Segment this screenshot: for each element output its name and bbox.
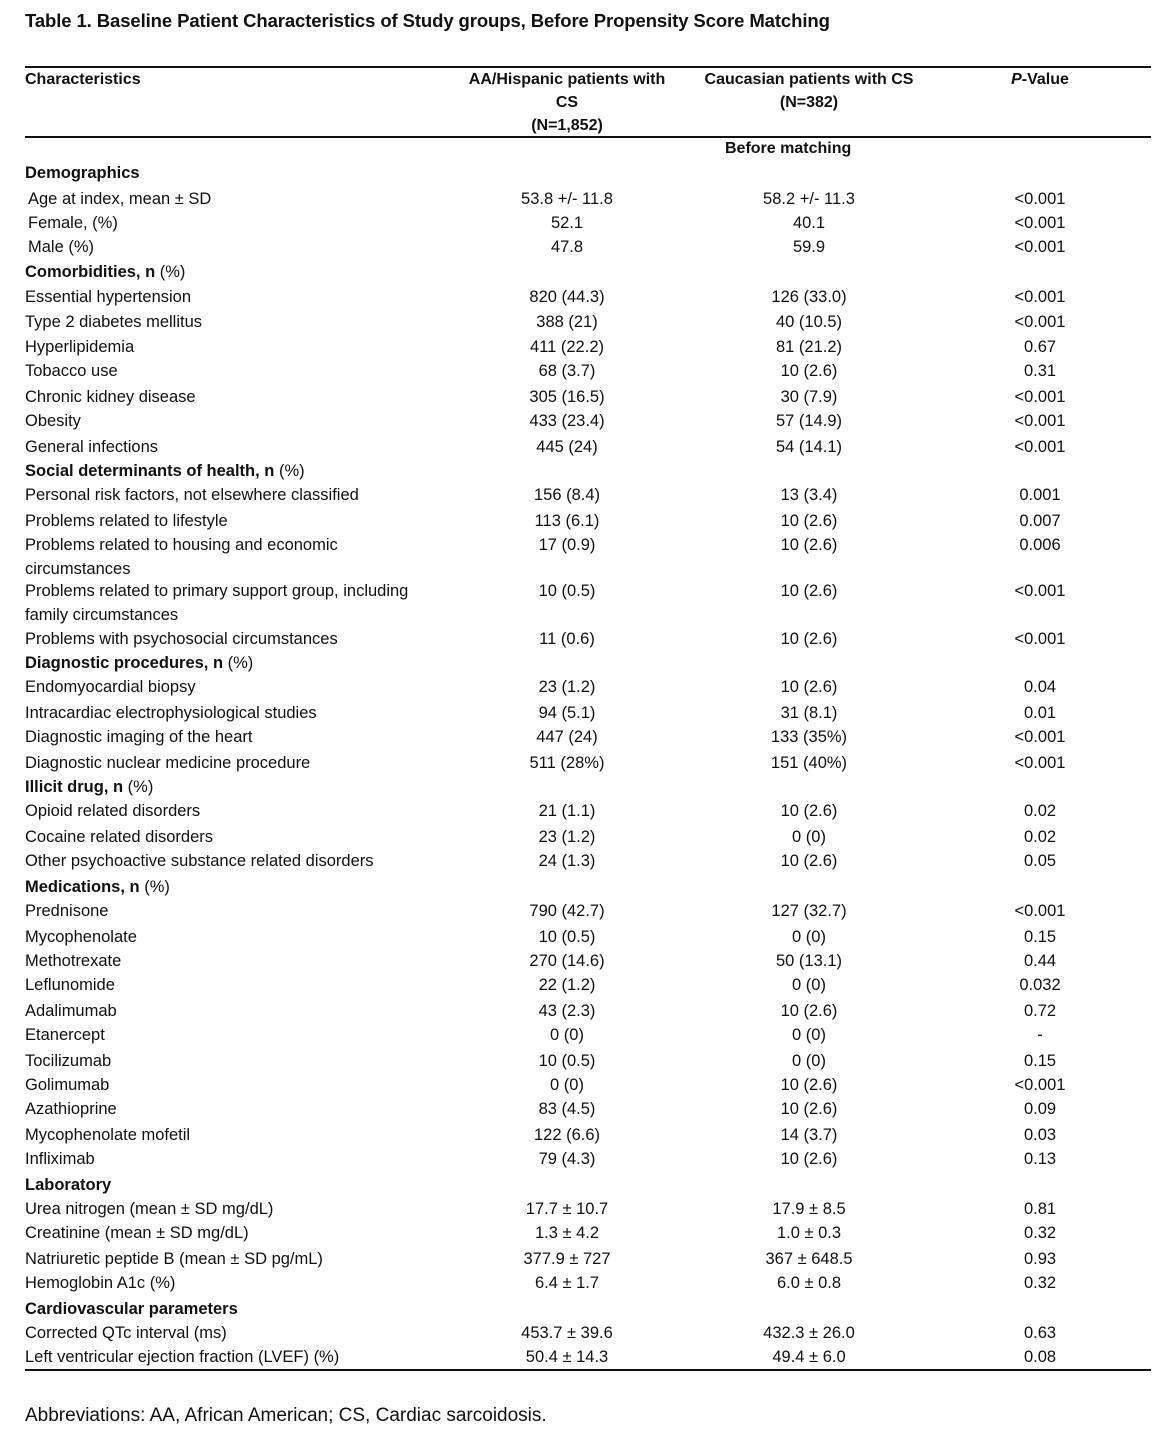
cell-caucasian: 10 (2.6) <box>780 512 838 530</box>
cell-p-value: 0.02 <box>1023 802 1057 820</box>
cell-aa-hispanic: 79 (4.3) <box>538 1150 596 1168</box>
section-header-row <box>25 651 1151 675</box>
cell-caucasian: 127 (32.7) <box>771 902 847 920</box>
cell-aa-hispanic: 6.4 ± 1.7 <box>534 1274 600 1292</box>
section-header-row <box>25 875 1151 899</box>
cell-p-value: <0.001 <box>1014 728 1066 746</box>
cell-p-value: <0.001 <box>1014 288 1066 306</box>
row-label: Problems related to housing and economic circumstances <box>25 536 338 578</box>
cell-p-value: <0.001 <box>1014 1076 1066 1094</box>
table-row <box>25 235 1151 259</box>
section-label-suffix: (%) <box>155 263 186 281</box>
footnote-abbreviations: Abbreviations: AA, African American; CS, Cardiac sarcoidosis. <box>25 1405 547 1426</box>
cell-aa-hispanic: 113 (6.1) <box>534 512 600 530</box>
header-p-italic: P <box>1011 71 1022 88</box>
cell-p-value: - <box>1037 1026 1043 1044</box>
table-row <box>25 675 1151 699</box>
header-aa-line2: CS <box>555 94 579 111</box>
table-row <box>25 725 1151 749</box>
header-cau-line2: (N=382) <box>779 94 839 111</box>
cell-p-value: 0.44 <box>1023 952 1057 970</box>
row-label: Male (%) <box>28 238 95 256</box>
section-label-bold: Illicit drug, n <box>25 778 124 796</box>
cell-aa-hispanic: 270 (14.6) <box>529 952 605 970</box>
row-label: Type 2 diabetes mellitus <box>25 313 203 331</box>
header-aa-line3: (N=1,852) <box>531 117 603 134</box>
cell-aa-hispanic: 11 (0.6) <box>539 630 595 648</box>
cell-aa-hispanic: 53.8 +/- 11.8 <box>521 190 613 208</box>
section-label-suffix: (%) <box>274 462 305 480</box>
row-label: Cocaine related disorders <box>25 828 214 846</box>
table-row <box>25 533 1151 581</box>
row-label: Personal risk factors, not elsewhere classified <box>25 486 359 504</box>
row-label: Age at index, mean ± SD <box>28 190 212 208</box>
cell-p-value: 0.81 <box>1023 1200 1057 1218</box>
cell-caucasian: 10 (2.6) <box>780 1076 838 1094</box>
cell-p-value: 0.04 <box>1023 678 1057 696</box>
cell-caucasian: 10 (2.6) <box>780 678 838 696</box>
table-row <box>25 1321 1151 1345</box>
table-row <box>25 825 1151 849</box>
table-row <box>25 579 1151 627</box>
subheader-before-matching: Before matching <box>725 140 852 157</box>
cell-caucasian: 40 (10.5) <box>775 313 843 331</box>
row-label: Problems related to primary support group, including family circumstances <box>25 582 409 624</box>
cell-aa-hispanic: 68 (3.7) <box>538 362 596 380</box>
table-row <box>25 1247 1151 1271</box>
cell-caucasian: 0 (0) <box>792 1026 826 1044</box>
cell-p-value: <0.001 <box>1014 313 1066 331</box>
section-header-row <box>25 161 1151 185</box>
cell-aa-hispanic: 0 (0) <box>550 1076 584 1094</box>
cell-caucasian: 10 (2.6) <box>780 1150 838 1168</box>
table-row <box>25 925 1151 949</box>
cell-p-value: 0.03 <box>1023 1126 1057 1144</box>
cell-p-value: 0.001 <box>1019 486 1061 504</box>
cell-aa-hispanic: 388 (21) <box>536 313 598 331</box>
section-label-bold: Cardiovascular parameters <box>25 1300 238 1318</box>
cell-caucasian: 31 (8.1) <box>780 704 838 722</box>
table-row <box>25 285 1151 309</box>
cell-caucasian: 57 (14.9) <box>775 412 843 430</box>
cell-caucasian: 10 (2.6) <box>780 630 838 648</box>
cell-caucasian: 13 (3.4) <box>780 486 838 504</box>
cell-p-value: 0.67 <box>1023 338 1057 356</box>
table-row <box>25 751 1151 775</box>
cell-aa-hispanic: 445 (24) <box>536 438 598 456</box>
cell-p-value: 0.02 <box>1023 828 1057 846</box>
cell-aa-hispanic: 10 (0.5) <box>538 582 596 600</box>
section-label-suffix: (%) <box>223 654 254 672</box>
cell-aa-hispanic: 820 (44.3) <box>529 288 605 306</box>
cell-p-value: 0.32 <box>1023 1274 1057 1292</box>
cell-p-value: <0.001 <box>1014 388 1066 406</box>
cell-p-value: 0.31 <box>1023 362 1057 380</box>
cell-aa-hispanic: 83 (4.5) <box>538 1100 596 1118</box>
cell-p-value: <0.001 <box>1014 190 1066 208</box>
cell-caucasian: 14 (3.7) <box>780 1126 838 1144</box>
row-label: Hemoglobin A1c (%) <box>25 1274 176 1292</box>
cell-aa-hispanic: 122 (6.6) <box>533 1126 601 1144</box>
section-label <box>25 1173 111 1197</box>
row-label: Natriuretic peptide B (mean ± SD pg/mL) <box>25 1250 323 1268</box>
cell-aa-hispanic: 433 (23.4) <box>529 412 605 430</box>
cell-caucasian: 10 (2.6) <box>780 582 838 600</box>
row-label: Diagnostic imaging of the heart <box>25 728 253 746</box>
cell-aa-hispanic: 23 (1.2) <box>538 828 596 846</box>
header-caucasian <box>684 68 934 114</box>
cell-aa-hispanic: 411 (22.2) <box>530 338 604 356</box>
table-row <box>25 385 1151 409</box>
section-label <box>25 459 305 483</box>
table-row <box>25 187 1151 211</box>
row-label: Obesity <box>25 412 81 430</box>
table-row <box>25 701 1151 725</box>
cell-caucasian: 1.0 ± 0.3 <box>776 1224 842 1242</box>
cell-caucasian: 0 (0) <box>792 976 826 994</box>
section-header-row <box>25 1173 1151 1197</box>
table-row <box>25 799 1151 823</box>
cell-caucasian: 6.0 ± 0.8 <box>776 1274 842 1292</box>
section-label-bold: Demographics <box>25 164 140 182</box>
table-bottom-rule <box>25 1369 1151 1371</box>
cell-p-value: 0.32 <box>1023 1224 1057 1242</box>
row-label: Problems with psychosocial circumstances <box>25 630 338 648</box>
section-label-bold: Comorbidities, n <box>25 263 156 281</box>
row-label: Left ventricular ejection fraction (LVEF) (%) <box>25 1348 340 1366</box>
row-label: Leflunomide <box>25 976 115 994</box>
row-label: Adalimumab <box>25 1002 117 1020</box>
cell-p-value: 0.08 <box>1023 1348 1057 1366</box>
cell-p-value: <0.001 <box>1014 754 1066 772</box>
cell-p-value: 0.63 <box>1023 1324 1057 1342</box>
header-aa-hispanic <box>442 68 692 137</box>
cell-aa-hispanic: 47.8 <box>550 238 584 256</box>
table-row <box>25 627 1151 651</box>
section-header-row <box>25 260 1151 284</box>
section-header-row <box>25 1297 1151 1321</box>
header-cau-line1: Caucasian patients with CS <box>704 71 914 88</box>
row-label: Creatinine (mean ± SD mg/dL) <box>25 1224 249 1242</box>
cell-caucasian: 40.1 <box>792 214 826 232</box>
cell-caucasian: 59.9 <box>792 238 826 256</box>
cell-aa-hispanic: 24 (1.3) <box>538 852 596 870</box>
table-row <box>25 1221 1151 1245</box>
table-row <box>25 509 1151 533</box>
section-label-bold: Laboratory <box>25 1176 112 1194</box>
row-label: Mycophenolate <box>25 928 137 946</box>
table-row <box>25 483 1151 507</box>
cell-aa-hispanic: 156 (8.4) <box>533 486 601 504</box>
section-label <box>25 875 170 899</box>
cell-aa-hispanic: 17 (0.9) <box>538 536 596 554</box>
cell-aa-hispanic: 453.7 ± 39.6 <box>521 1324 613 1342</box>
table-row <box>25 999 1151 1023</box>
cell-caucasian: 54 (14.1) <box>775 438 843 456</box>
cell-p-value: 0.72 <box>1023 1002 1057 1020</box>
section-label-suffix: (%) <box>123 778 154 796</box>
row-label: General infections <box>25 438 158 456</box>
row-label: Golimumab <box>25 1076 110 1094</box>
cell-aa-hispanic: 10 (0.5) <box>538 928 596 946</box>
row-label: Essential hypertension <box>25 288 192 306</box>
row-label: Tocilizumab <box>25 1052 112 1070</box>
cell-caucasian: 58.2 +/- 11.3 <box>763 190 855 208</box>
table-title: Table 1. Baseline Patient Characteristics of Study groups, Before Propensity Score Matching <box>25 10 830 31</box>
cell-p-value: 0.93 <box>1023 1250 1057 1268</box>
cell-caucasian: 49.4 ± 6.0 <box>772 1348 846 1366</box>
cell-p-value: <0.001 <box>1014 214 1066 232</box>
cell-caucasian: 30 (7.9) <box>780 388 838 406</box>
cell-caucasian: 126 (33.0) <box>771 288 847 306</box>
section-label <box>25 260 185 284</box>
cell-p-value: <0.001 <box>1014 412 1066 430</box>
row-label: Methotrexate <box>25 952 122 970</box>
cell-caucasian: 10 (2.6) <box>780 536 838 554</box>
table-row <box>25 1023 1151 1047</box>
table-row <box>25 1073 1151 1097</box>
table-row <box>25 359 1151 383</box>
section-label <box>25 161 140 185</box>
cell-p-value: 0.006 <box>1019 536 1061 554</box>
table-row <box>25 1271 1151 1295</box>
cell-caucasian: 0 (0) <box>792 828 826 846</box>
table-row <box>25 973 1151 997</box>
cell-caucasian: 17.9 ± 8.5 <box>772 1200 846 1218</box>
cell-p-value: <0.001 <box>1014 582 1066 600</box>
table-row <box>25 899 1151 923</box>
cell-caucasian: 151 (40%) <box>770 754 848 772</box>
row-label: Corrected QTc interval (ms) <box>25 1324 227 1342</box>
cell-aa-hispanic: 305 (16.5) <box>529 388 605 406</box>
cell-aa-hispanic: 511 (28%) <box>529 754 605 772</box>
row-label: Opioid related disorders <box>25 802 201 820</box>
row-label: Infliximab <box>25 1150 95 1168</box>
table-row <box>25 1049 1151 1073</box>
cell-p-value: 0.13 <box>1023 1150 1057 1168</box>
section-label-bold: Diagnostic procedures, n <box>25 654 224 672</box>
cell-aa-hispanic: 21 (1.1) <box>538 802 596 820</box>
header-characteristics: Characteristics <box>25 71 141 88</box>
row-label: Urea nitrogen (mean ± SD mg/dL) <box>25 1200 274 1218</box>
cell-aa-hispanic: 52.1 <box>550 214 584 232</box>
section-label-suffix: (%) <box>139 878 170 896</box>
section-header-row <box>25 775 1151 799</box>
cell-p-value: 0.032 <box>1019 976 1061 994</box>
cell-caucasian: 81 (21.2) <box>775 338 843 356</box>
row-label: Problems related to lifestyle <box>25 512 228 530</box>
row-label: Female, (%) <box>28 214 118 232</box>
table-row <box>25 1197 1151 1221</box>
cell-p-value: 0.09 <box>1023 1100 1057 1118</box>
row-label: Endomyocardial biopsy <box>25 678 196 696</box>
header-p-value <box>940 68 1140 91</box>
cell-caucasian: 0 (0) <box>792 928 826 946</box>
cell-aa-hispanic: 50.4 ± 14.3 <box>525 1348 609 1366</box>
cell-aa-hispanic: 17.7 ± 10.7 <box>525 1200 609 1218</box>
table-row <box>25 1097 1151 1121</box>
section-label <box>25 775 153 799</box>
cell-aa-hispanic: 43 (2.3) <box>538 1002 596 1020</box>
section-label-bold: Medications, n <box>25 878 140 896</box>
cell-p-value: <0.001 <box>1014 630 1066 648</box>
cell-caucasian: 367 ± 648.5 <box>765 1250 853 1268</box>
table-row <box>25 849 1151 873</box>
cell-caucasian: 432.3 ± 26.0 <box>763 1324 855 1342</box>
cell-p-value: 0.15 <box>1023 928 1057 946</box>
row-label: Hyperlipidemia <box>25 338 135 356</box>
cell-p-value: 0.01 <box>1023 704 1057 722</box>
cell-aa-hispanic: 94 (5.1) <box>538 704 596 722</box>
section-label <box>25 651 253 675</box>
cell-caucasian: 10 (2.6) <box>780 802 838 820</box>
row-label: Mycophenolate mofetil <box>25 1126 191 1144</box>
row-label: Chronic kidney disease <box>25 388 196 406</box>
row-label: Intracardiac electrophysiological studies <box>25 704 317 722</box>
cell-caucasian: 10 (2.6) <box>780 362 838 380</box>
cell-aa-hispanic: 447 (24) <box>536 728 598 746</box>
header-aa-line1: AA/Hispanic patients with <box>468 71 666 88</box>
header-p-rest: -Value <box>1021 71 1069 88</box>
cell-caucasian: 10 (2.6) <box>780 852 838 870</box>
table-row <box>25 1123 1151 1147</box>
cell-caucasian: 10 (2.6) <box>780 1002 838 1020</box>
cell-p-value: <0.001 <box>1014 238 1066 256</box>
cell-p-value: 0.15 <box>1023 1052 1057 1070</box>
row-label: Tobacco use <box>25 362 118 380</box>
cell-aa-hispanic: 10 (0.5) <box>538 1052 596 1070</box>
section-label-bold: Social determinants of health, n <box>25 462 275 480</box>
row-label: Azathioprine <box>25 1100 117 1118</box>
cell-caucasian: 50 (13.1) <box>775 952 843 970</box>
cell-caucasian: 0 (0) <box>792 1052 826 1070</box>
table-row <box>25 949 1151 973</box>
cell-p-value: 0.05 <box>1023 852 1057 870</box>
section-header-row <box>25 459 1151 483</box>
cell-caucasian: 133 (35%) <box>770 728 848 746</box>
cell-p-value: <0.001 <box>1014 438 1066 456</box>
cell-aa-hispanic: 22 (1.2) <box>538 976 596 994</box>
cell-aa-hispanic: 377.9 ± 727 <box>523 1250 611 1268</box>
cell-aa-hispanic: 790 (42.7) <box>529 902 605 920</box>
row-label: Etanercept <box>25 1026 105 1044</box>
table-row <box>25 1345 1151 1369</box>
table-row <box>25 335 1151 359</box>
section-label <box>25 1297 238 1321</box>
table-row <box>25 310 1151 334</box>
table-row <box>25 211 1151 235</box>
row-label: Prednisone <box>25 902 109 920</box>
table-row <box>25 409 1151 433</box>
table-row <box>25 1147 1151 1171</box>
cell-aa-hispanic: 1.3 ± 4.2 <box>534 1224 600 1242</box>
table-row <box>25 435 1151 459</box>
row-label: Diagnostic nuclear medicine procedure <box>25 754 311 772</box>
cell-p-value: 0.007 <box>1019 512 1061 530</box>
cell-aa-hispanic: 0 (0) <box>550 1026 584 1044</box>
cell-p-value: <0.001 <box>1014 902 1066 920</box>
header-bottom-rule <box>25 136 1151 138</box>
row-label: Other psychoactive substance related disorders <box>25 852 374 870</box>
cell-caucasian: 10 (2.6) <box>780 1100 838 1118</box>
cell-aa-hispanic: 23 (1.2) <box>538 678 596 696</box>
